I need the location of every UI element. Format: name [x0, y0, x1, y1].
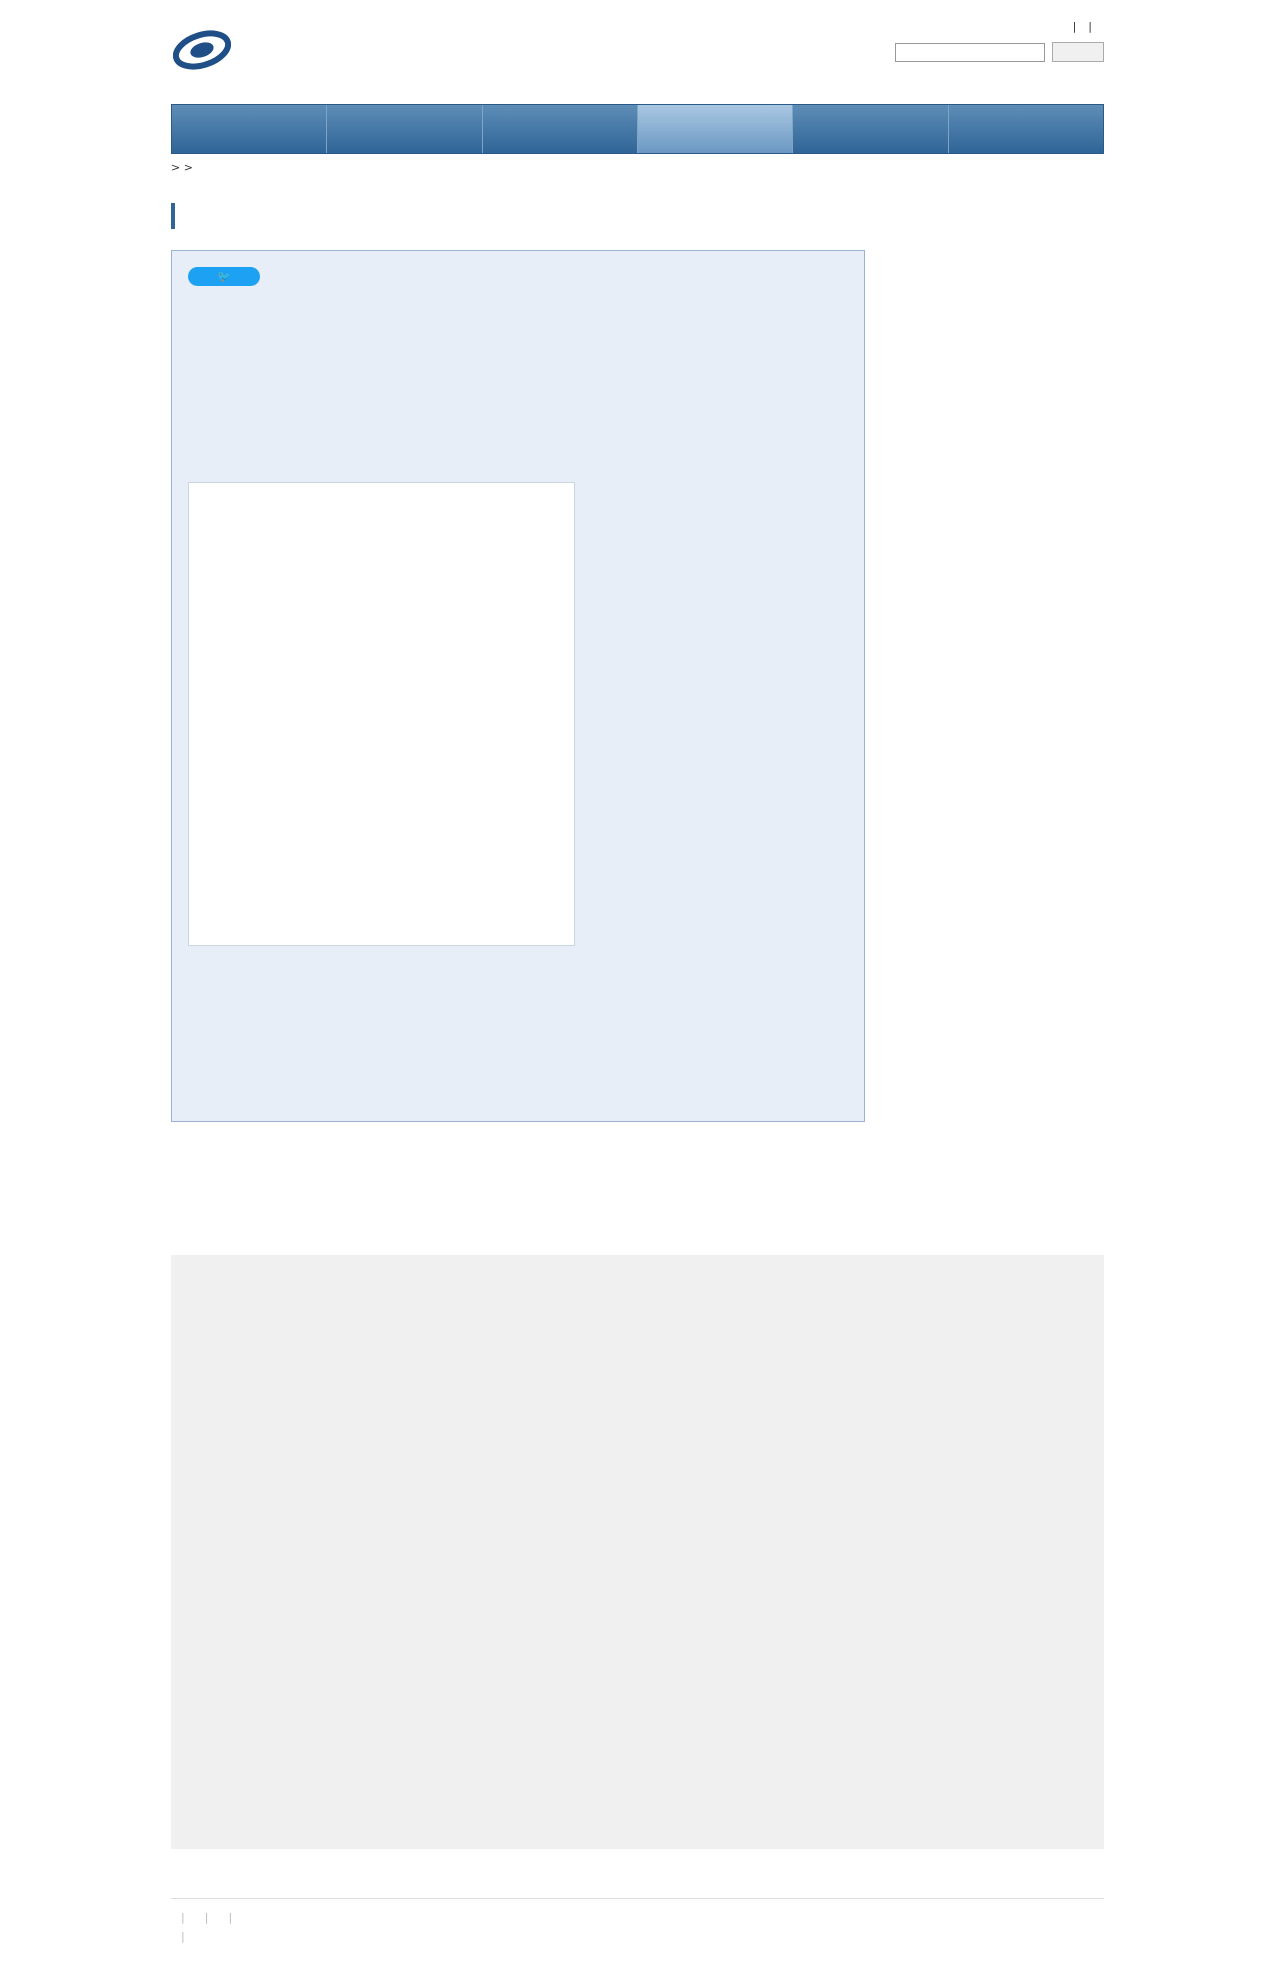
sitemap-link[interactable]	[1061, 20, 1073, 33]
separator: |	[228, 1911, 233, 1924]
separator: |	[181, 1930, 185, 1943]
nav-home[interactable]	[172, 105, 327, 153]
utility-links	[1061, 20, 1104, 33]
separator: |	[1072, 20, 1077, 33]
article-box	[171, 250, 865, 1122]
nav-insight[interactable]	[483, 105, 638, 153]
nav-about[interactable]	[949, 105, 1103, 153]
separator: |	[204, 1911, 209, 1924]
twitter-bird-icon: 🐦	[217, 270, 231, 283]
search-input[interactable]	[895, 43, 1045, 62]
nav-forum[interactable]	[638, 105, 793, 153]
tweet-button[interactable]	[188, 267, 260, 286]
nav-news[interactable]	[793, 105, 948, 153]
breadcrumb: > >	[171, 161, 193, 174]
logo-mark-icon	[173, 30, 231, 70]
chart-image	[188, 482, 575, 946]
contact-link[interactable]	[1076, 20, 1088, 33]
main-navigation	[171, 104, 1104, 154]
separator: |	[181, 1911, 185, 1924]
separator: |	[1088, 20, 1092, 33]
footer-divider	[171, 1898, 1104, 1899]
english-link[interactable]	[1092, 20, 1104, 33]
nav-publication[interactable]	[327, 105, 482, 153]
footer-links	[171, 1908, 631, 1946]
generational-imbalance-chart	[189, 483, 574, 945]
site-logo[interactable]	[173, 24, 418, 80]
page-title	[171, 203, 191, 229]
search-button[interactable]	[1052, 42, 1104, 62]
category-index	[171, 1255, 1104, 1849]
